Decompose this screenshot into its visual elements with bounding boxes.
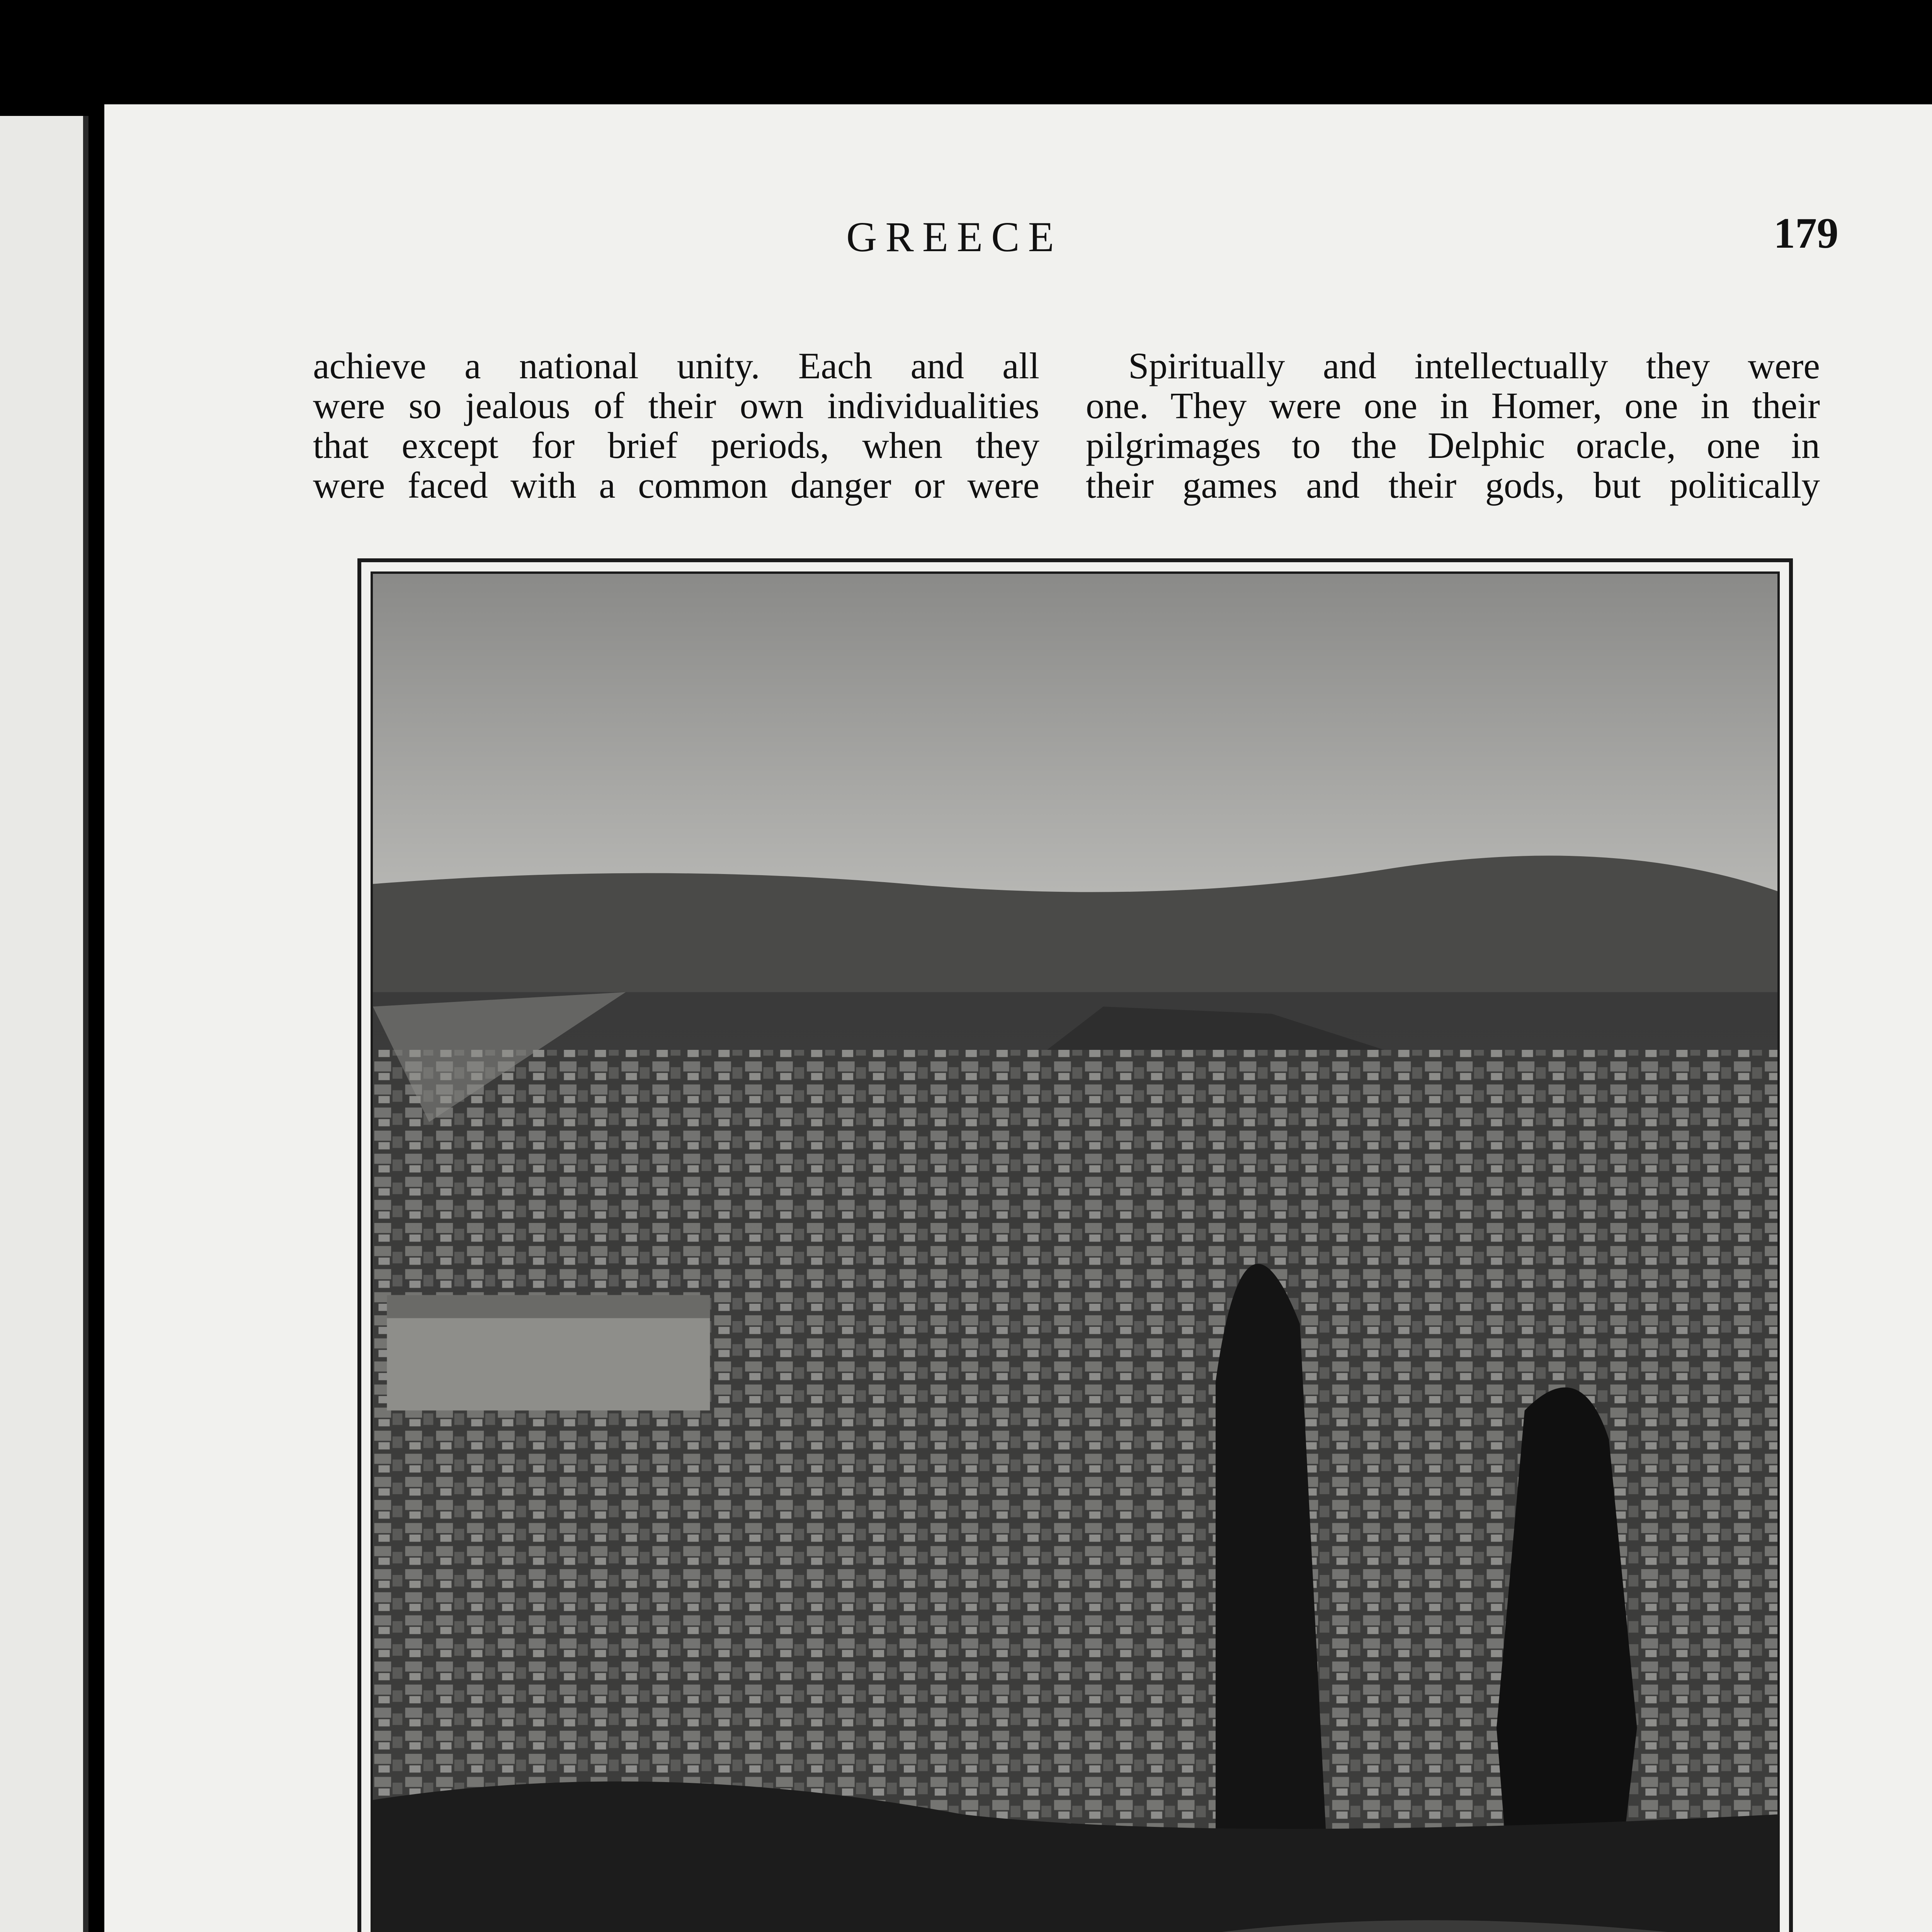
top-left-column	[313, 346, 1039, 505]
book-page	[104, 104, 1932, 1932]
text-line: were faced with a common danger or were	[313, 464, 1039, 506]
page-number: 179	[1774, 209, 1838, 257]
left-page-edge	[0, 116, 88, 1932]
text-line: pilgrimages to the Delphic oracle, one in	[1086, 425, 1820, 466]
page-title: GREECE	[846, 213, 1063, 260]
top-right-column	[1086, 346, 1820, 505]
text-line: achieve a national unity. Each and all	[313, 345, 1039, 386]
photo-frame	[357, 558, 1793, 1932]
athens-photograph	[371, 571, 1780, 1932]
text-line: were so jealous of their own individualities	[313, 385, 1039, 426]
athens-photo-illustration	[373, 574, 1777, 1932]
text-line: one. They were one in Homer, one in their	[1086, 385, 1820, 426]
text-line: that except for brief periods, when they	[313, 425, 1039, 466]
text-line: Spiritually and intellectually they were	[1128, 345, 1820, 386]
text-line: their games and their gods, but politically	[1086, 464, 1820, 506]
